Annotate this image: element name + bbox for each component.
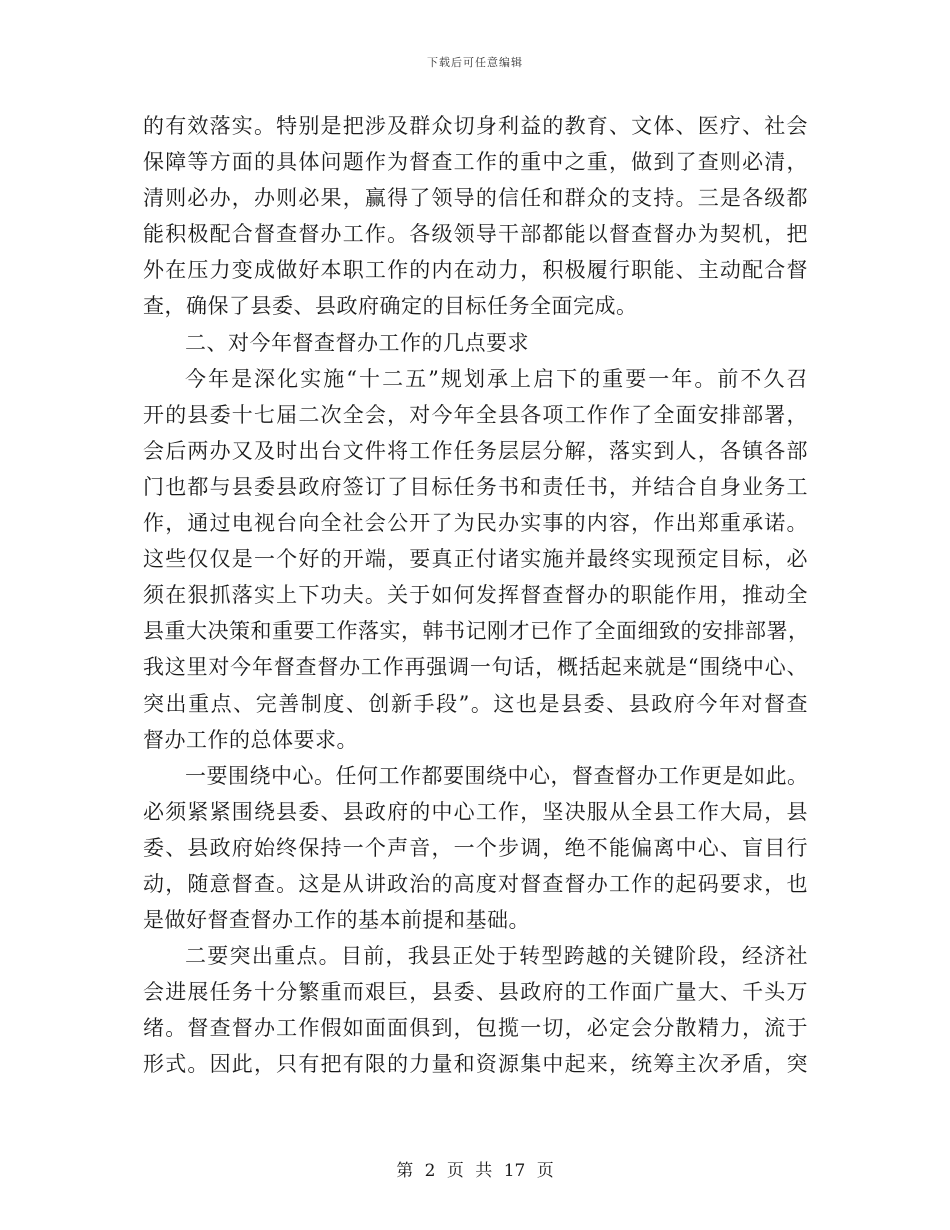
text-line: 县重大决策和重要工作落实，韩书记刚才已作了全面细致的安排部署，	[143, 619, 810, 644]
section-heading: 二、对今年督查督办工作的几点要求	[185, 330, 529, 355]
page-number: 第 2 页 共 17 页	[396, 1161, 554, 1181]
text-line: 的有效落实。特别是把涉及群众切身利益的教育、文体、医疗、社会	[143, 114, 808, 138]
text-line: 须在狠抓落实上下功夫。关于如何发挥督查督办的职能作用，推动全	[143, 583, 808, 608]
text-line: 外在压力变成做好本职工作的内在动力，积极履行职能、主动配合督	[143, 258, 808, 283]
text-line: 一要围绕中心。任何工作都要围绕中心，督查督办工作更是如此。	[185, 763, 809, 788]
text-line: 是做好督查督办工作的基本前提和基础。	[143, 908, 530, 933]
text-line: 保障等方面的具体问题作为督查工作的重中之重，做到了查则必清，	[143, 150, 808, 175]
text-line: 开的县委十七届二次全会，对今年全县各项工作作了全面安排部署，	[143, 402, 808, 427]
text-line: 二要突出重点。目前，我县正处于转型跨越的关键阶段，经济社	[185, 944, 808, 969]
text-line: 督办工作的总体要求。	[143, 727, 358, 752]
text-line: 突出重点、完善制度、创新手段”。这也是县委、县政府今年对督查	[143, 691, 808, 716]
page-header-note: 下载后可任意编辑	[427, 56, 523, 69]
text-line: 作，通过电视台向全社会公开了为民办实事的内容，作出郑重承诺。	[143, 511, 808, 536]
text-line: 会后两办又及时出台文件将工作任务层层分解，落实到人，各镇各部	[143, 438, 808, 463]
text-line: 绪。督查督办工作假如面面俱到，包揽一切，必定会分散精力，流于	[143, 1016, 808, 1041]
text-line: 今年是深化实施“十二五”规划承上启下的重要一年。前不久召	[185, 366, 808, 391]
text-line: 能积极配合督查督办工作。各级领导干部都能以督查督办为契机，把	[143, 222, 808, 247]
text-line: 门也都与县委县政府签订了目标任务书和责任书，并结合自身业务工	[143, 474, 808, 499]
text-line: 委、县政府始终保持一个声音，一个步调，绝不能偏离中心、盲目行	[143, 835, 808, 860]
text-line: 清则必办，办则必果，赢得了领导的信任和群众的支持。三是各级都	[143, 186, 808, 211]
text-line: 会进展任务十分繁重而艰巨，县委、县政府的工作面广量大、千头万	[143, 980, 808, 1005]
text-line: 我这里对今年督查督办工作再强调一句话，概括起来就是“围绕中心、	[143, 655, 808, 680]
text-line: 这些仅仅是一个好的开端，要真正付诸实施并最终实现预定目标，必	[143, 547, 808, 572]
document-body	[143, 108, 808, 1083]
text-line: 查，确保了县委、县政府确定的目标任务全面完成。	[143, 294, 638, 319]
text-line: 必须紧紧围绕县委、县政府的中心工作，坚决服从全县工作大局，县	[143, 799, 808, 824]
text-line: 形式。因此，只有把有限的力量和资源集中起来，统筹主次矛盾，突	[143, 1052, 808, 1077]
text-line: 动，随意督查。这是从讲政治的高度对督查督办工作的起码要求，也	[143, 871, 808, 896]
